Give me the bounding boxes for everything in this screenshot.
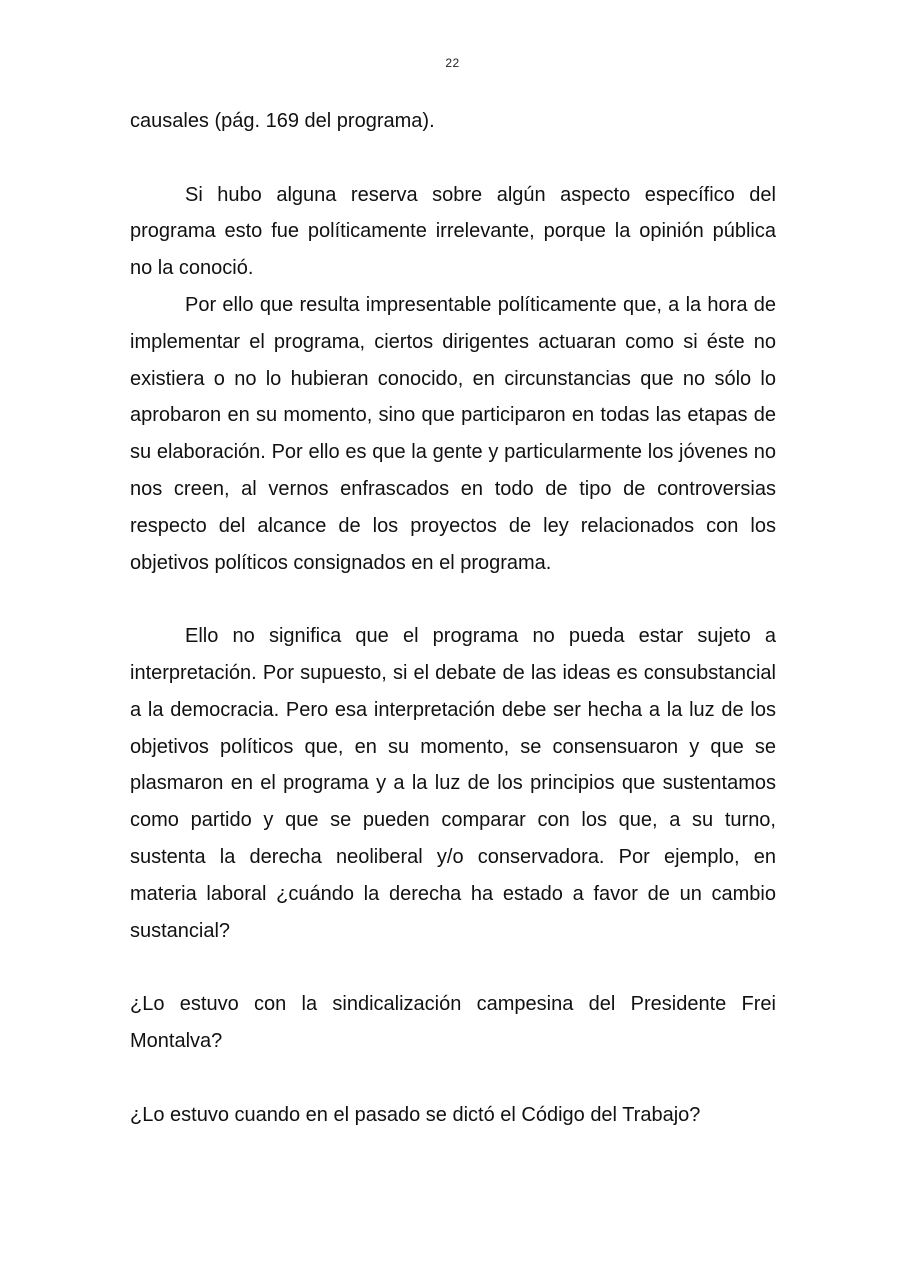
page-number: 22 <box>445 56 460 70</box>
question-frei-montalva: ¿Lo estuvo con la sindicalización campesina del Presidente Frei Montalva? <box>130 993 776 1052</box>
document-body <box>130 103 776 1133</box>
paragraph-impresentable: Por ello que resulta impresentable políticamente que, a la hora de implementar el programa, ciertos dirigentes actuaran como si éste no existiera o no lo hubieran conocido, en circunstancias que no sólo lo aprobaron en su momento, sino que participaron en todas las etapas de su elaboración. Por ello es que la gente y particularmente los jóvenes no nos creen, al vernos enfrascados en todo de tipo de controversias respecto del alcance de los proyectos de ley relacionados con los objetivos políticos consignados en el programa. <box>130 293 776 574</box>
paragraph-continuation: causales (pág. 169 del programa). <box>130 110 435 132</box>
paragraph-interpretacion: Ello no significa que el programa no pueda estar sujeto a interpretación. Por supuesto, si el debate de las ideas es consubstancial a la democracia. Pero esa interpretación debe ser hecha a la luz de los objetivos políticos que, en su momento, se consensuaron y que se plasmaron en el programa y a la luz de los principios que sustentamos como partido y que se pueden comparar con los que, a su turno, sustenta la derecha neoliberal y/o conservadora. Por ejemplo, en materia laboral ¿cuándo la derecha ha estado a favor de un cambio sustancial? <box>130 625 776 942</box>
paragraph-reserva: Si hubo alguna reserva sobre algún aspecto específico del programa esto fue políticamente irrelevante, porque la opinión pública no la conoció. <box>130 183 776 280</box>
question-codigo-trabajo: ¿Lo estuvo cuando en el pasado se dictó el Código del Trabajo? <box>130 1103 701 1126</box>
